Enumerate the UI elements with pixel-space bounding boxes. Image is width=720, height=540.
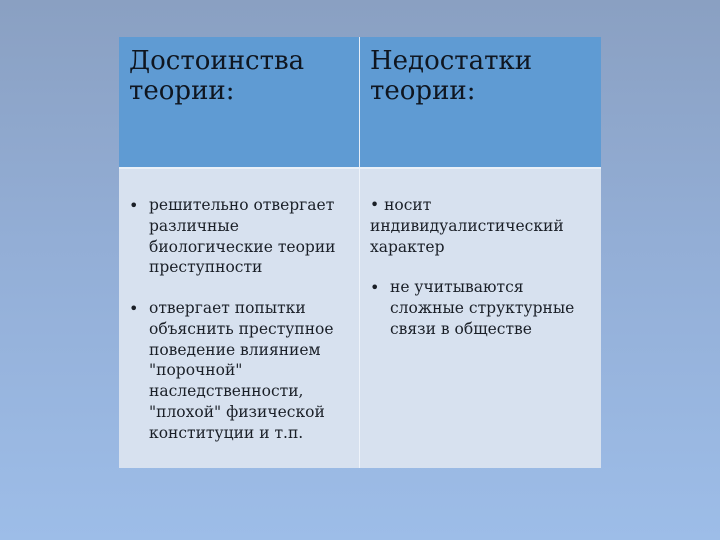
pros-item-2: • отвергает попытки объяснить преступное поведение влиянием "порочной" наследственности, "плохой" физической конституции и т.п. — [129, 298, 349, 443]
pros-list — [129, 195, 349, 443]
cons-item-1: • носит индивидуалистический характер — [370, 196, 564, 256]
comparison-table — [119, 37, 601, 468]
cons-item-2: • не учитываются сложные структурные связи в обществе — [370, 277, 591, 339]
header-pros: Достоинства теории: — [119, 37, 360, 167]
header-cons: Недостатки теории: — [360, 37, 601, 167]
pros-cell — [119, 167, 360, 468]
pros-item-1: • решительно отвергает различные биологические теории преступности — [129, 195, 349, 278]
cons-cell — [360, 167, 601, 468]
cons-list — [370, 277, 591, 339]
